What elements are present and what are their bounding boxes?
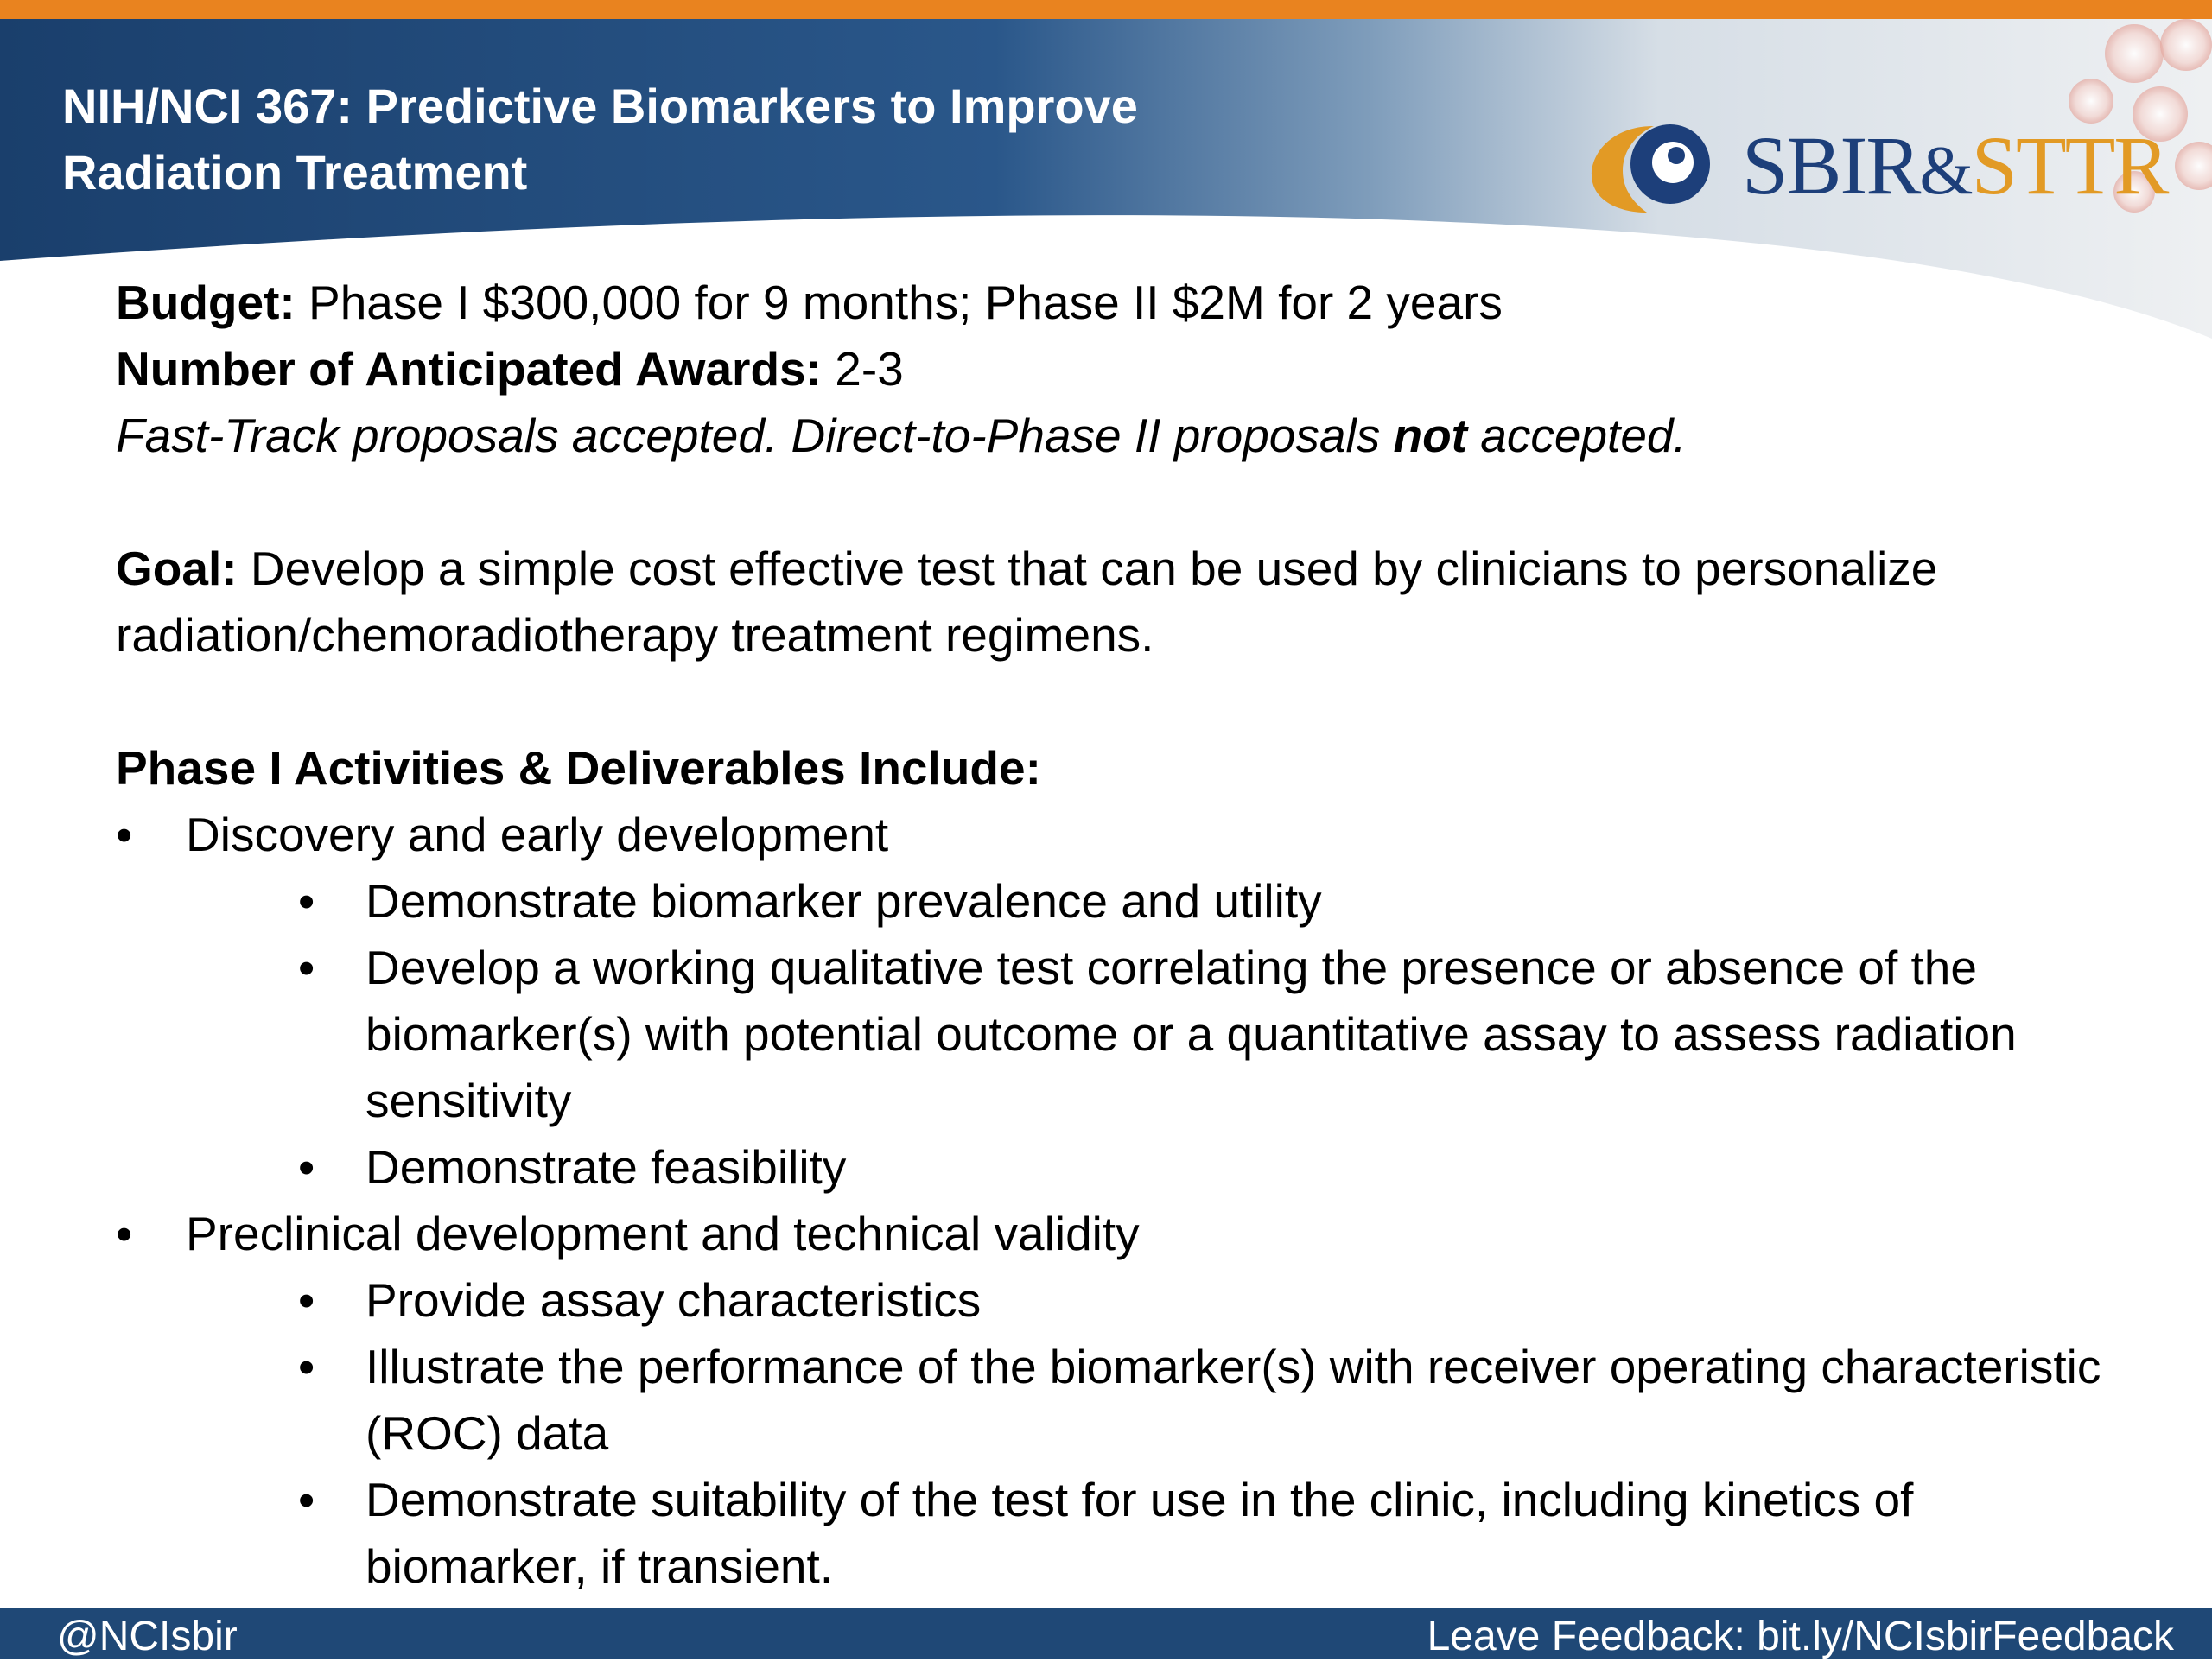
sub-list-item: • Illustrate the performance of the biomarker(s) with receiver operating characteristic (ROC) data <box>186 1334 2129 1467</box>
goal-label: Goal: <box>116 542 238 595</box>
list-item <box>116 1201 2129 1600</box>
fasttrack-bold: not <box>1393 409 1467 462</box>
logo-sttr: STTR <box>1971 119 2168 212</box>
sub-list <box>186 1267 2129 1600</box>
list-item-label: Discovery and early development <box>186 808 889 861</box>
feedback-link[interactable]: Leave Feedback: bit.ly/NCIsbirFeedback <box>1427 1614 2174 1659</box>
activities-list <box>116 802 2129 1600</box>
logo-wordmark <box>1742 119 2168 214</box>
sub-list-item: • Develop a working qualitative test correlating the presence or absence of the biomarker(s) with potential outcome or a quantitative assay to assess radiation sensitivity <box>186 935 2129 1134</box>
fasttrack-pre: Fast-Track proposals accepted. Direct-to-Phase II proposals <box>116 409 1394 462</box>
budget-label: Budget: <box>116 276 296 329</box>
fasttrack-post: accepted. <box>1467 409 1687 462</box>
budget-text: Phase I $300,000 for 9 months; Phase II $2M for 2 years <box>295 276 1503 329</box>
list-item-label: Preclinical development and technical validity <box>186 1207 1140 1260</box>
awards-line <box>116 336 2129 403</box>
logo-ampersand: & <box>1919 133 1972 209</box>
phase-heading: Phase I Activities & Deliverables Include: <box>116 741 1041 795</box>
twitter-handle: @NCIsbir <box>57 1614 238 1659</box>
awards-label: Number of Anticipated Awards: <box>116 342 822 396</box>
sbir-sttr-logo <box>1586 114 2191 218</box>
sub-list-item: • Demonstrate suitability of the test for use in the clinic, including kinetics of biomarker, if transient. <box>186 1467 2129 1600</box>
goal-paragraph <box>116 536 2129 669</box>
sub-list-item: • Demonstrate biomarker prevalence and utility <box>186 868 2129 935</box>
slide-title-line2: Radiation Treatment <box>62 145 528 200</box>
budget-line <box>116 270 2129 336</box>
sub-list-item: • Demonstrate feasibility <box>186 1134 2129 1201</box>
top-accent-bar <box>0 0 2212 19</box>
list-item <box>116 802 2129 1201</box>
awards-text: 2-3 <box>821 342 904 396</box>
slide-body <box>116 270 2129 1600</box>
logo-sbir: SBIR <box>1742 119 1920 212</box>
sub-list-item: • Provide assay characteristics <box>186 1267 2129 1334</box>
goal-text: Develop a simple cost effective test that can be used by clinicians to personalize radiation/chemoradiotherapy treatment regimens. <box>116 542 1938 662</box>
fasttrack-line <box>116 403 2129 469</box>
slide-title <box>62 73 1272 206</box>
footer-bar <box>0 1608 2212 1659</box>
slide-title-line1: NIH/NCI 367: Predictive Biomarkers to Improve <box>62 79 1138 133</box>
sub-list <box>186 868 2129 1201</box>
logo-mark-icon <box>1586 114 1733 218</box>
